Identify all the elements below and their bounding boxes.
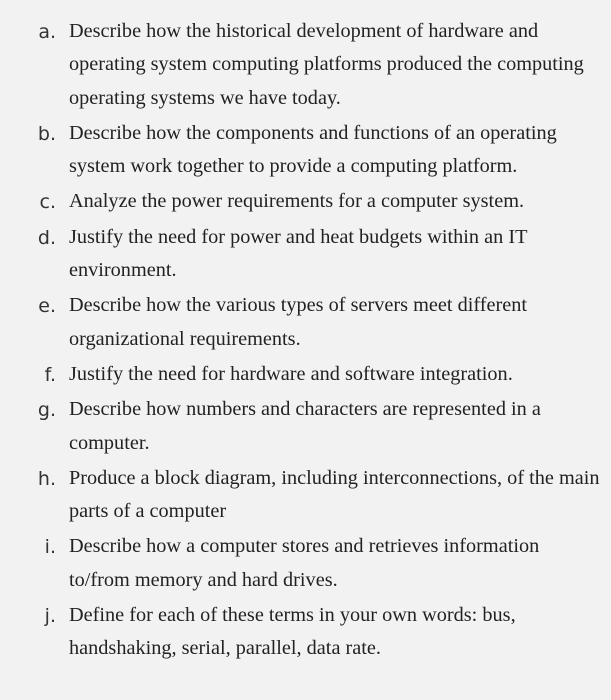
list-item-text: Justify the need for hardware and software integration. — [69, 362, 513, 385]
list-marker: b. — [37, 122, 56, 145]
list-item-b — [0, 117, 611, 184]
list-marker: e. — [38, 295, 56, 318]
list-item-a — [0, 15, 611, 115]
list-item-text: Describe how a computer stores and retrieves information to/from memory and hard drives. — [69, 535, 540, 591]
list-item-text: Produce a block diagram, including interconnections, of the main parts of a computer — [69, 466, 600, 523]
list-item-f — [0, 358, 611, 391]
list-item-c — [0, 185, 611, 218]
list-item-i — [0, 530, 611, 597]
list-item-text: Describe how the various types of servers meet different organizational requirements. — [69, 294, 528, 350]
list-item-text: Analyze the power requirements for a computer system. — [69, 190, 525, 213]
list-item-j — [0, 599, 611, 666]
list-item-h — [0, 462, 611, 529]
list-item-text: Describe how the components and functions of an operating system work together to provide a computing platform. — [69, 121, 557, 178]
list-marker: f. — [44, 363, 56, 386]
list-item-e — [0, 289, 611, 356]
list-item-text: Describe how the historical development of hardware and operating system computing platforms produced the computing operating systems we have today. — [69, 20, 584, 109]
list-marker: d. — [37, 226, 56, 249]
list-marker: h. — [37, 467, 56, 490]
list-marker: i. — [44, 536, 56, 559]
document-body — [0, 15, 611, 668]
list-marker: g. — [37, 399, 56, 422]
list-item-g — [0, 393, 611, 460]
list-item-text: Define for each of these terms in your own words: bus, handshaking, serial, parallel, data rate. — [69, 604, 516, 660]
list-marker: a. — [38, 21, 56, 43]
list-marker: j. — [44, 605, 56, 628]
list-item-text: Justify the need for power and heat budgets within an IT environment. — [69, 225, 528, 282]
list-marker: c. — [39, 191, 56, 214]
list-item-text: Describe how numbers and characters are represented in a computer. — [69, 398, 541, 454]
list-item-d — [0, 221, 611, 288]
